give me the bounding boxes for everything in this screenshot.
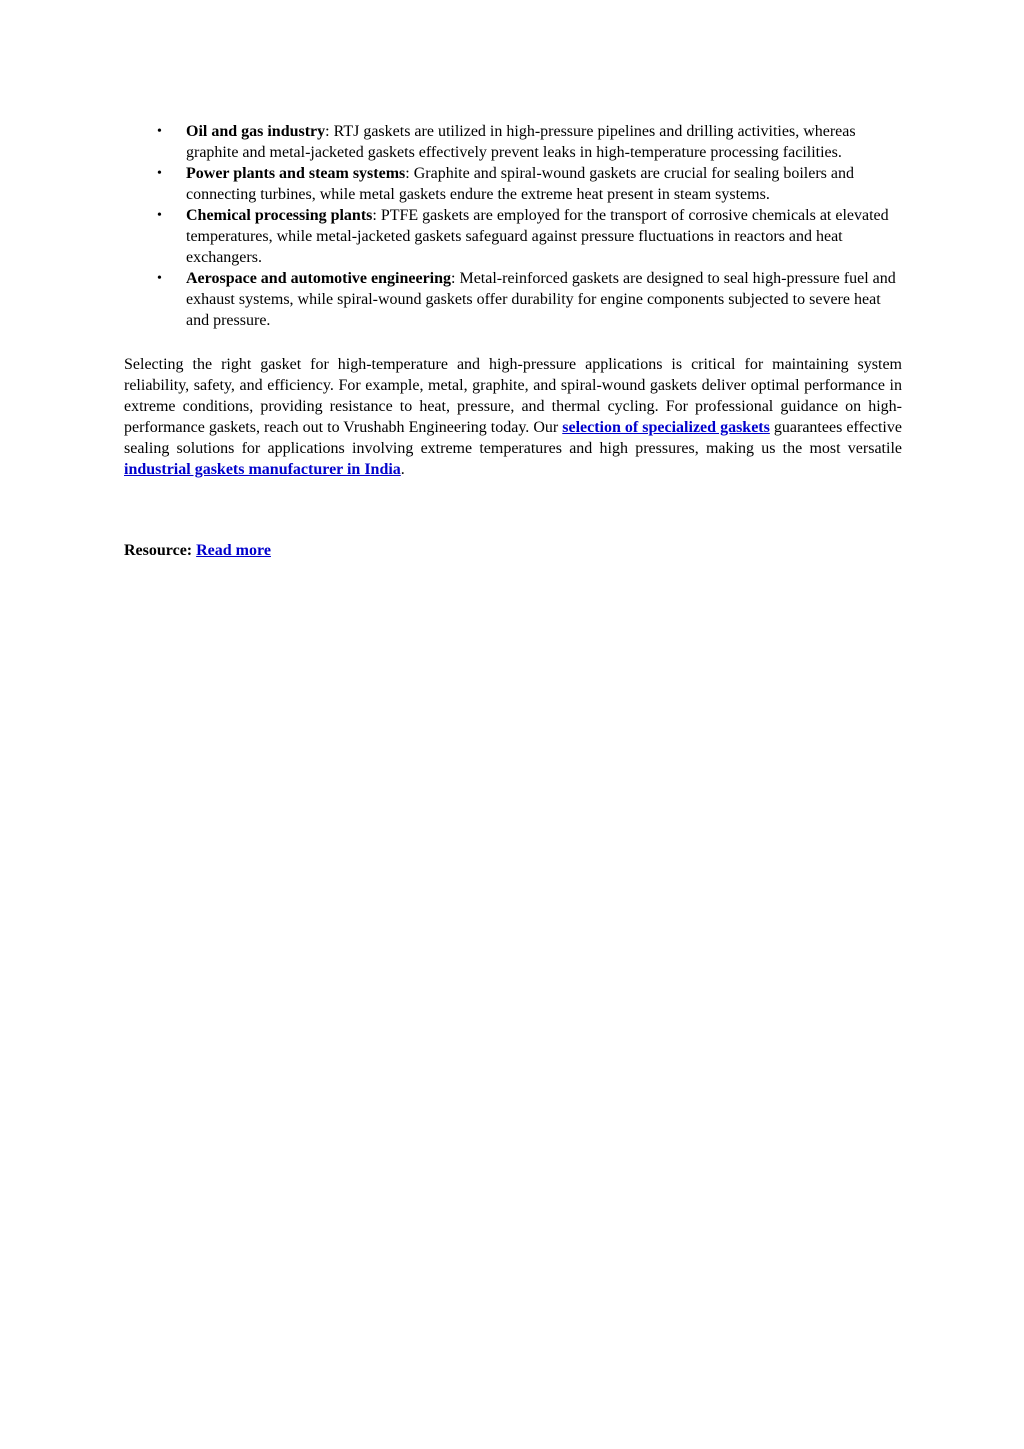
summary-paragraph: [124, 354, 902, 480]
specialized-gaskets-link[interactable]: selection of specialized gaskets: [562, 419, 770, 436]
list-item-title: Power plants and steam systems: [186, 165, 406, 182]
list-item-title: Oil and gas industry: [186, 123, 326, 140]
list-item-text: : Metal-reinforced gaskets are designed to seal high-pressure fuel and exhaust systems, while spiral-wound gaskets offer durability for engine components subjected to severe heat and pressure.: [186, 270, 896, 329]
bullet-icon: •: [157, 271, 162, 286]
summary-text-part2: guarantees effective sealing solutions for applications involving extreme temperatures and high pressures, making us the most versatile: [124, 419, 902, 457]
bullet-icon: •: [157, 208, 162, 223]
summary-text-part1: Selecting the right gasket for high-temperature and high-pressure applications is critical for maintaining system reliability, safety, and efficiency. For example, metal, graphite, and spiral-wound gaskets deliver optimal performance in extreme conditions, providing resistance to heat, pressure, and thermal cycling. For professional guidance on high-performance gaskets, reach out to Vrushabh Engineering today. Our: [124, 356, 902, 436]
document-page: [124, 121, 902, 561]
list-item: [124, 121, 902, 163]
list-item: [124, 268, 902, 331]
read-more-link[interactable]: Read more: [196, 542, 271, 559]
gaskets-manufacturer-link[interactable]: industrial gaskets manufacturer in India: [124, 461, 401, 478]
list-item-text: : Graphite and spiral-wound gaskets are crucial for sealing boilers and connecting turbines, while metal gaskets endure the extreme heat present in steam systems.: [186, 165, 854, 203]
resource-line: [124, 540, 902, 561]
resource-label: Resource:: [124, 542, 197, 559]
list-item-text: : PTFE gaskets are employed for the transport of corrosive chemicals at elevated temperatures, while metal-jacketed gaskets safeguard against pressure fluctuations in reactors and heat exchangers.: [186, 207, 889, 266]
list-item: [124, 163, 902, 205]
list-item: [124, 205, 902, 268]
list-item-title: Aerospace and automotive engineering: [186, 270, 452, 287]
bullet-icon: •: [157, 124, 162, 139]
list-item-title: Chemical processing plants: [186, 207, 373, 224]
bullet-icon: •: [157, 166, 162, 181]
application-list: [124, 121, 902, 331]
summary-text-end: .: [400, 461, 405, 478]
list-item-text: : RTJ gaskets are utilized in high-pressure pipelines and drilling activities, whereas graphite and metal-jacketed gaskets effectively prevent leaks in high-temperature processing facilities.: [186, 123, 856, 161]
